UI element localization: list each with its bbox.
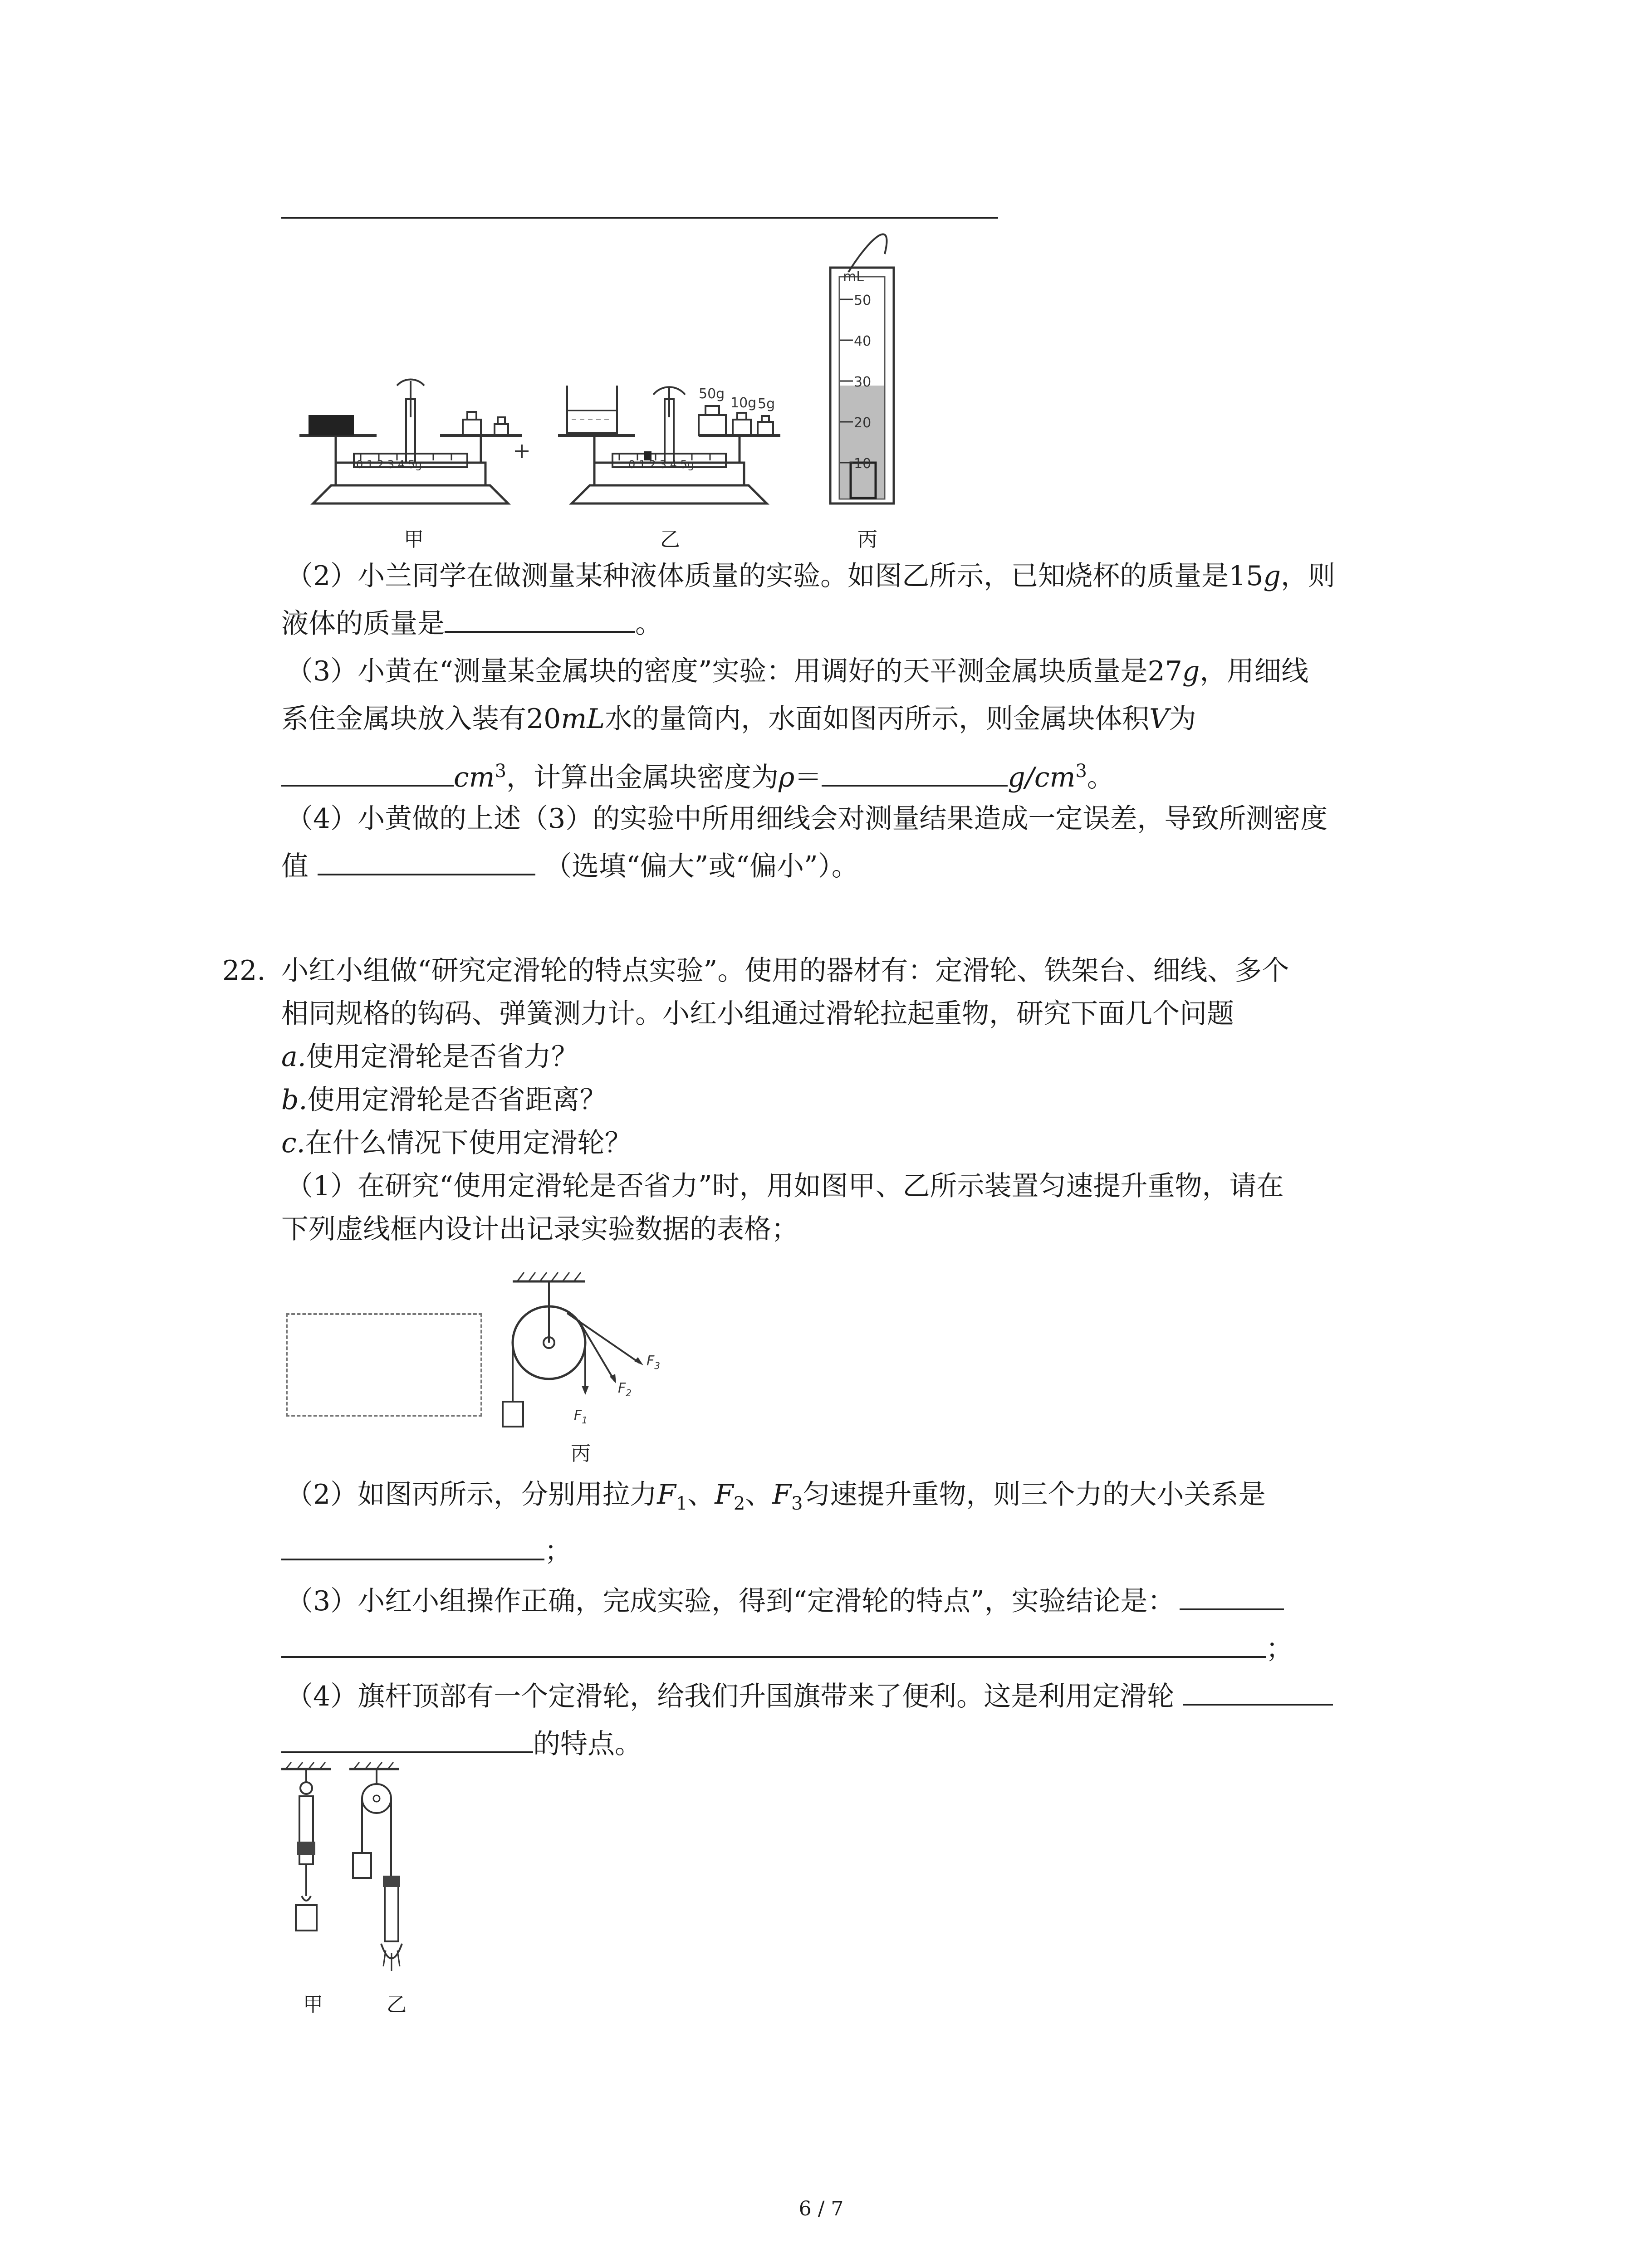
balance-figure-yi <box>544 358 798 522</box>
q21-p2-line1: （2）小兰同学在做测量某种液体质量的实验。如图乙所示，已知烧杯的质量是15g，则 <box>286 560 1335 592</box>
force-label-f1: $F_1$ <box>574 1408 588 1426</box>
q22-number: 22. <box>222 955 266 987</box>
force-label-f2: $F_2$ <box>618 1380 632 1398</box>
q21-p3-line3: $cm^3$，计算出金属块密度为$\rho= g/cm^3$。 <box>281 753 1114 796</box>
figure-label-bing-pulley: 丙 <box>571 1442 591 1465</box>
figure-label-yi: 乙 <box>660 528 680 551</box>
answer-blank-flag-pulley[interactable] <box>281 1729 533 1753</box>
q21-p2-line2: 液体的质量是 。 <box>281 608 662 640</box>
data-table-dashed-box[interactable] <box>286 1313 482 1417</box>
scale-numbers-jia: 0 1 2 3 4 5g <box>356 458 422 471</box>
q22-p4-line1: （4）旗杆顶部有一个定滑轮，给我们升国旗带来了便利。这是利用定滑轮 <box>286 1678 1333 1715</box>
figure-label-jia-bottom: 甲 <box>303 1993 323 2016</box>
fixed-pulley-figure-bing <box>499 1270 690 1452</box>
q21-p4-line1: （4）小黄做的上述（3）的实验中所用细线会对测量结果造成一定误差，导致所测密度 <box>286 803 1328 835</box>
answer-blank-conclusion[interactable] <box>281 1633 1266 1658</box>
q22-question-a: a.使用定滑轮是否省力？ <box>281 1041 578 1073</box>
cylinder-mark-50: 50 <box>854 293 872 308</box>
q22-p4-line2: 的特点。 <box>281 1726 642 1762</box>
cylinder-mark-10: 10 <box>854 456 872 472</box>
spring-scale-figure-jia <box>277 1760 340 1987</box>
weight-label-5g: 5g <box>758 396 775 412</box>
q22-p2-line1: （2）如图丙所示，分别用拉力$F_1$、$F_2$、$F_3$匀速提升重物，则三个力的大小关系是 <box>286 1479 1266 1514</box>
q22-p3-line1: （3）小红小组操作正确，完成实验，得到“定滑轮的特点”，实验结论是： <box>286 1583 1284 1619</box>
q22-p3-line2: ； <box>281 1631 1293 1667</box>
answer-blank-force-relation[interactable] <box>281 1536 544 1560</box>
cylinder-mark-30: 30 <box>854 374 872 390</box>
cylinder-mark-20: 20 <box>854 415 872 431</box>
q22-p2-line2: ； <box>281 1533 572 1569</box>
figure-label-yi-bottom: 乙 <box>387 1993 407 2016</box>
answer-blank-error-direction[interactable] <box>318 851 535 875</box>
answer-blank-density[interactable] <box>822 762 1008 787</box>
weight-label-50g: 50g <box>699 386 725 402</box>
cylinder-mark-40: 40 <box>854 333 872 349</box>
answer-blank-volume[interactable] <box>281 762 454 787</box>
force-label-f3: $F_3$ <box>647 1353 660 1371</box>
balance-figure-jia <box>286 372 540 522</box>
page-number: 6 / 7 <box>798 2197 844 2220</box>
answer-blank-flag-pulley-start[interactable] <box>1183 1681 1333 1706</box>
q22-p1-line1: （1）在研究“使用定滑轮是否省力”时，用如图甲、乙所示装置匀速提升重物，请在 <box>286 1170 1284 1202</box>
scale-numbers-yi: 0 1 2 3 4 5g <box>628 458 694 471</box>
fixed-pulley-figure-yi <box>345 1760 422 1987</box>
q22-question-b: b.使用定滑轮是否省距离？ <box>281 1084 607 1116</box>
graduated-cylinder-figure <box>817 218 926 526</box>
weight-label-10g: 10g <box>730 395 757 411</box>
q21-p3-line1: （3）小黄在“测量某金属块的密度”实验：用调好的天平测金属块质量是27g，用细线 <box>286 655 1309 687</box>
q21-p4-line2: 值 （选填“偏大”或“偏小”）。 <box>281 850 859 882</box>
q22-intro-line2: 相同规格的钩码、弹簧测力计。小红小组通过滑轮拉起重物，研究下面几个问题 <box>281 998 1234 1030</box>
answer-blank-conclusion-start[interactable] <box>1180 1586 1284 1610</box>
answer-blank-liquid-mass[interactable] <box>445 608 635 633</box>
figure-label-jia: 甲 <box>404 528 424 551</box>
figure-label-bing: 丙 <box>857 528 877 551</box>
q22-question-c: c.在什么情况下使用定滑轮？ <box>281 1127 632 1159</box>
q22-p1-line2: 下列虚线框内设计出记录实验数据的表格； <box>281 1213 798 1245</box>
q22-intro-line1: 小红小组做“研究定滑轮的特点实验”。使用的器材有：定滑轮、铁架台、细线、多个 <box>281 955 1289 987</box>
q21-p3-line2: 系住金属块放入装有20mL水的量筒内，水面如图丙所示，则金属块体积V为 <box>281 703 1196 735</box>
cylinder-unit: mL <box>843 269 864 285</box>
